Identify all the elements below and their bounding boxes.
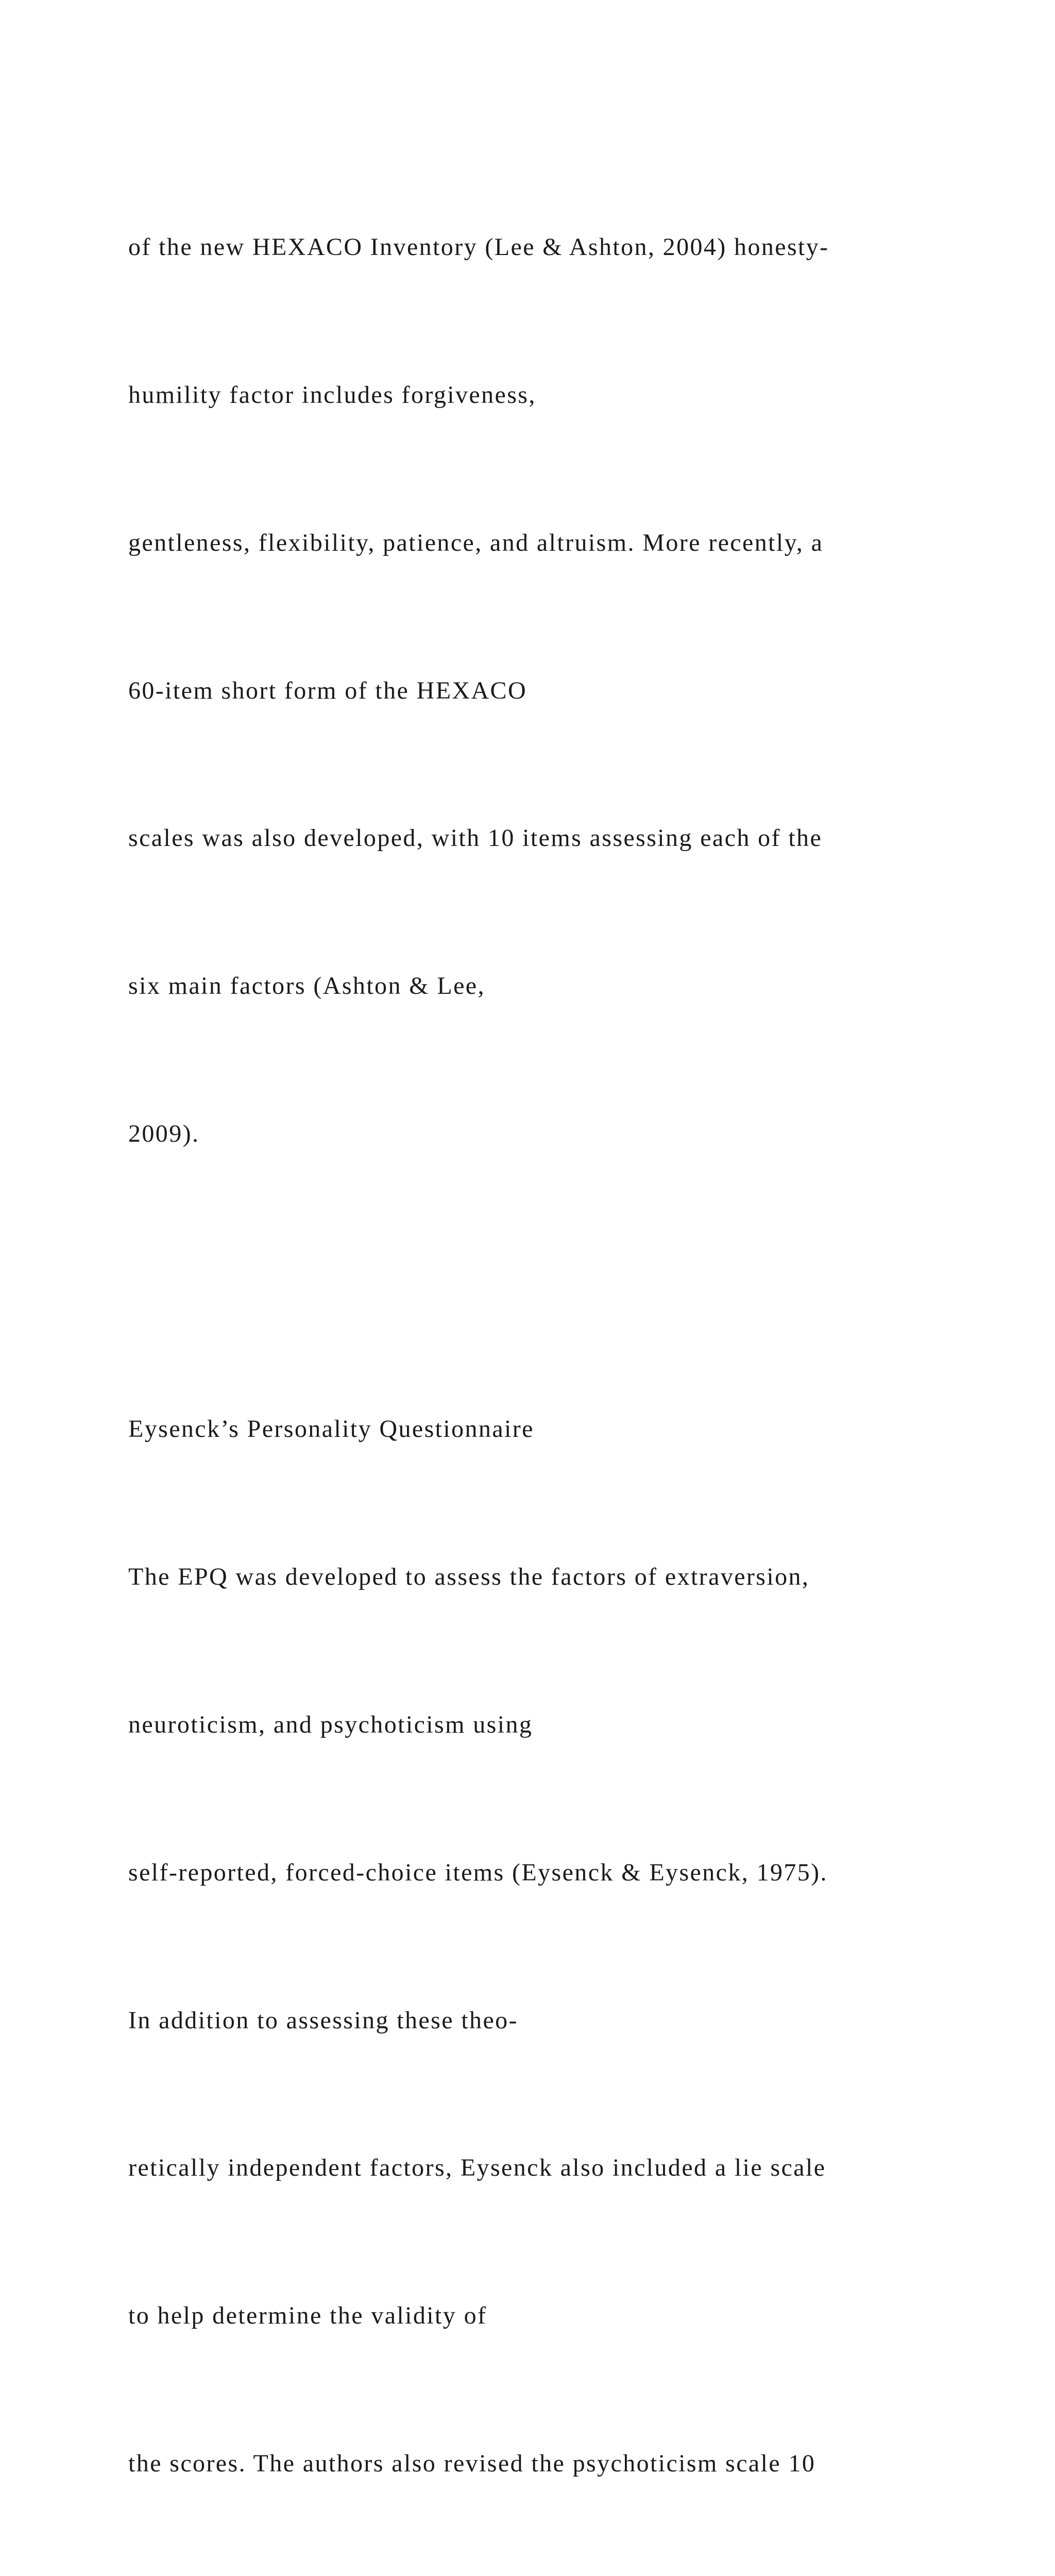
text-line: gentleness, flexibility, patience, and altruism. More recently, a bbox=[128, 529, 824, 556]
document-body bbox=[128, 124, 1014, 2576]
text-line: scales was also developed, with 10 items assessing each of the bbox=[128, 824, 823, 852]
text-line: neuroticism, and psychoticism using bbox=[128, 1711, 533, 1738]
text-line: retically independent factors, Eysenck also included a lie scale bbox=[128, 2154, 826, 2182]
text-line: of the new HEXACO Inventory (Lee & Ashton, 2004) honesty- bbox=[128, 233, 829, 261]
text-line: The EPQ was developed to assess the factors of extraversion, bbox=[128, 1563, 810, 1591]
section-heading: Eysenck’s Personality Questionnaire bbox=[128, 1415, 534, 1443]
text-line: to help determine the validity of bbox=[128, 2302, 487, 2330]
text-line: In addition to assessing these theo- bbox=[128, 2006, 518, 2034]
text-line: the scores. The authors also revised the psychoticism scale 10 bbox=[128, 2449, 816, 2477]
paragraph-gap bbox=[128, 1257, 1014, 1307]
text-line: six main factors (Ashton & Lee, bbox=[128, 972, 485, 1000]
text-line: 60-item short form of the HEXACO bbox=[128, 676, 528, 704]
text-line: humility factor includes forgiveness, bbox=[128, 381, 536, 409]
text-line: 2009). bbox=[128, 1120, 200, 1147]
text-line: self-reported, forced-choice items (Eysenck & Eysenck, 1975). bbox=[128, 1858, 828, 1886]
